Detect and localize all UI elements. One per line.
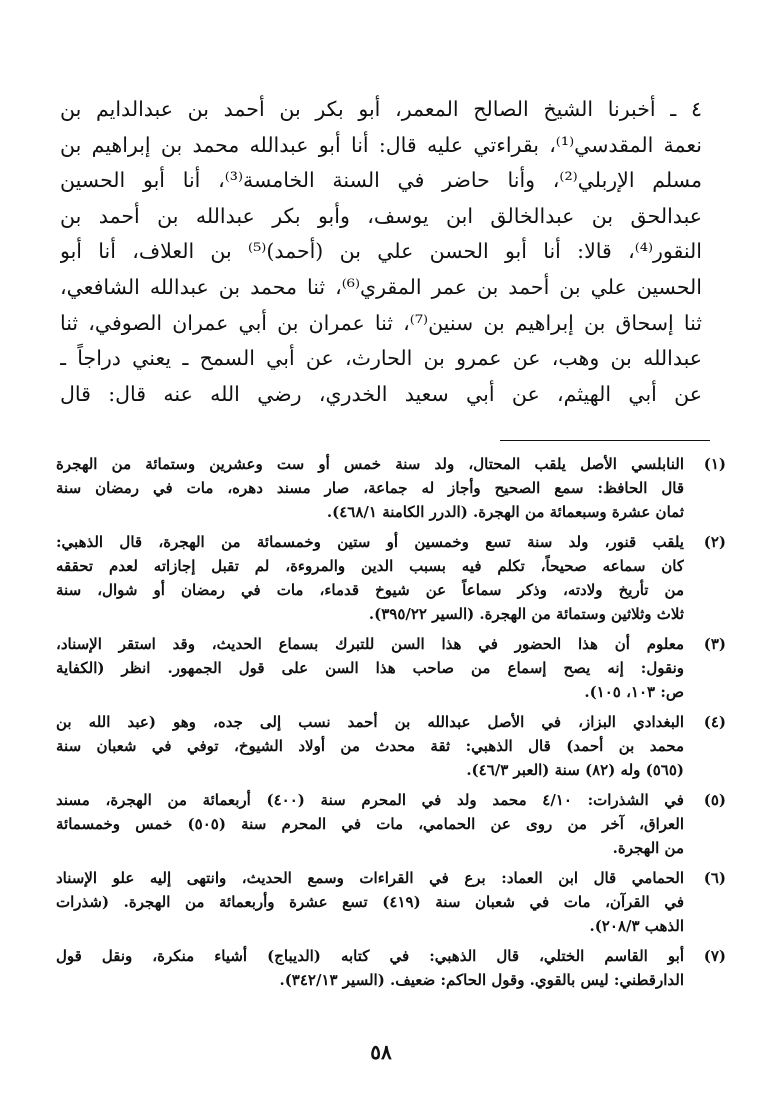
footnote-text <box>56 530 684 626</box>
footnote-line: في الشذرات: ٤/١٠ محمد ولد في المحرم سنة (٤٠٠) أربعمائة من الهجرة، مسند <box>56 791 684 809</box>
footnote-line: ثلاث وثلاثين وستمائة من الهجرة. (السير ٣٩٥/٢٢). <box>368 605 684 623</box>
footnote-number: (٤) <box>703 713 726 731</box>
page-number: ٥٨ <box>370 1040 392 1064</box>
footnote-line: ونقول: إنه يصح إسماع من صاحب هذا السن على قول الجمهور. انظر (الكفاية <box>56 659 684 677</box>
text-line: عبدالحق بن عبدالخالق ابن يوسف، وأبو بكر عبدالله بن أحمد بن <box>60 203 702 228</box>
footnote-number: (٧) <box>703 947 726 965</box>
footnote-number: (٣) <box>703 635 726 653</box>
footnote-divider <box>500 440 710 441</box>
footnote-text <box>56 710 684 782</box>
text-line: مسلم الإربلي⁽²⁾، وأنا حاضر في السنة الخامسة⁽³⁾، أنا أبو الحسين <box>60 168 702 193</box>
footnote-line: أبو القاسم الختلي، قال الذهبي: في كتابه (الديباج) أشياء منكرة، ونقل قول <box>56 947 684 965</box>
footnote-3 <box>56 632 726 704</box>
text-line: ثنا إسحاق بن إبراهيم بن سنين⁽⁷⁾، ثنا عمران بن أبي عمران الصوفي، ثنا <box>60 310 702 335</box>
hadith-text <box>60 92 702 412</box>
text-line: الحسين علي بن أحمد بن عمر المقري⁽⁶⁾، ثنا محمد بن عبدالله الشافعي، <box>60 274 702 299</box>
text-line: عن أبي الهيثم، عن أبي سعيد الخدري، رضي الله عنه قال: قال <box>60 381 702 406</box>
footnote-text <box>56 944 684 992</box>
text-line: عبدالله بن وهب، عن عمرو بن الحارث، عن أبي السمح ـ يعني دراجاً ـ <box>60 346 702 371</box>
footnotes-list <box>56 452 726 998</box>
footnote-1 <box>56 452 726 524</box>
footnote-line: الذهب ٢٠٨/٣). <box>589 917 684 935</box>
footnote-line: في القرآن، مات في شعبان سنة (٤١٩) تسع عشرة وأربعمائة من الهجرة. (شذرات <box>56 893 684 911</box>
footnote-number: (٦) <box>703 869 726 887</box>
footnote-7 <box>56 944 726 992</box>
footnote-line: معلوم أن هذا الحضور في هذا السن للتبرك بسماع الحديث، وقد استقر الإسناد، <box>56 635 684 653</box>
footnote-number: (٥) <box>703 791 726 809</box>
footnote-text <box>56 866 684 938</box>
footnote-line: يلقب قنور، ولد سنة تسع وخمسين أو ستين وخمسمائة من الهجرة، قال الذهبي: <box>56 533 684 551</box>
footnote-line: كان سماعه صحيحاً، تكلم فيه بسبب الدين والمروءة، لم تقبل إجازاته لعدم تحققه <box>56 557 684 575</box>
footnote-text <box>56 788 684 860</box>
footnote-line: محمد بن أحمد) قال الذهبي: ثقة محدث من أولاد الشيوخ، توفي في شعبان سنة <box>56 737 684 755</box>
footnote-line: البغدادي البزاز، في الأصل عبدالله بن أحمد نسب إلى جده، وهو (عبد الله بن <box>56 713 684 731</box>
footnote-line: الحمامي قال ابن العماد: برع في القراءات وسمع الحديث، وانتهى إليه علو الإسناد <box>56 869 684 887</box>
footnote-line: من الهجرة. <box>612 839 684 857</box>
footnote-5 <box>56 788 726 860</box>
footnote-number: (١) <box>703 455 726 473</box>
book-page <box>56 92 726 1082</box>
text-line: ٤ ـ أخبرنا الشيخ الصالح المعمر، أبو بكر بن أحمد بن عبدالدايم بن <box>60 97 702 121</box>
footnote-line: الدارقطني: ليس بالقوي. وقول الحاكم: ضعيف. (السير ٣٤٢/١٣). <box>279 971 684 989</box>
footnote-line: (٥٦٥) وله (٨٢) سنة (العبر ٤٦/٣). <box>466 761 684 779</box>
footnote-text <box>56 632 684 704</box>
footnote-line: ثمان عشرة وسبعمائة من الهجرة. (الدرر الكامنة ٤٦٨/١). <box>326 503 684 521</box>
footnote-text <box>56 452 684 524</box>
footnote-4 <box>56 710 726 782</box>
footnote-line: قال الحافظ: سمع الصحيح وأجاز له جماعة، صار مسند دهره، مات في رمضان سنة <box>56 479 684 497</box>
footnote-number: (٢) <box>703 533 726 551</box>
footnote-line: ص: ١٠٣، ١٠٥). <box>584 683 684 701</box>
footnote-6 <box>56 866 726 938</box>
text-line: نعمة المقدسي⁽¹⁾، بقراءتي عليه قال: أنا أبو عبدالله محمد بن إبراهيم بن <box>60 132 702 157</box>
footnote-2 <box>56 530 726 626</box>
footnote-line: من تأريخ ولادته، وذكر سماعاً عن شيوخ قدماء، مات في رمضان أو شوال، سنة <box>56 581 684 599</box>
text-line: النقور⁽⁴⁾، قالا: أنا أبو الحسن علي بن (أحمد)⁽⁵⁾ بن العلاف، أنا أبو <box>60 239 702 264</box>
footnote-line: النابلسي الأصل يلقب المحتال، ولد سنة خمس أو ست وعشرين وستمائة من الهجرة <box>56 455 684 473</box>
footnote-line: العراق، آخر من روى عن الحمامي، مات في المحرم سنة (٥٠٥) خمس وخمسمائة <box>56 815 684 833</box>
